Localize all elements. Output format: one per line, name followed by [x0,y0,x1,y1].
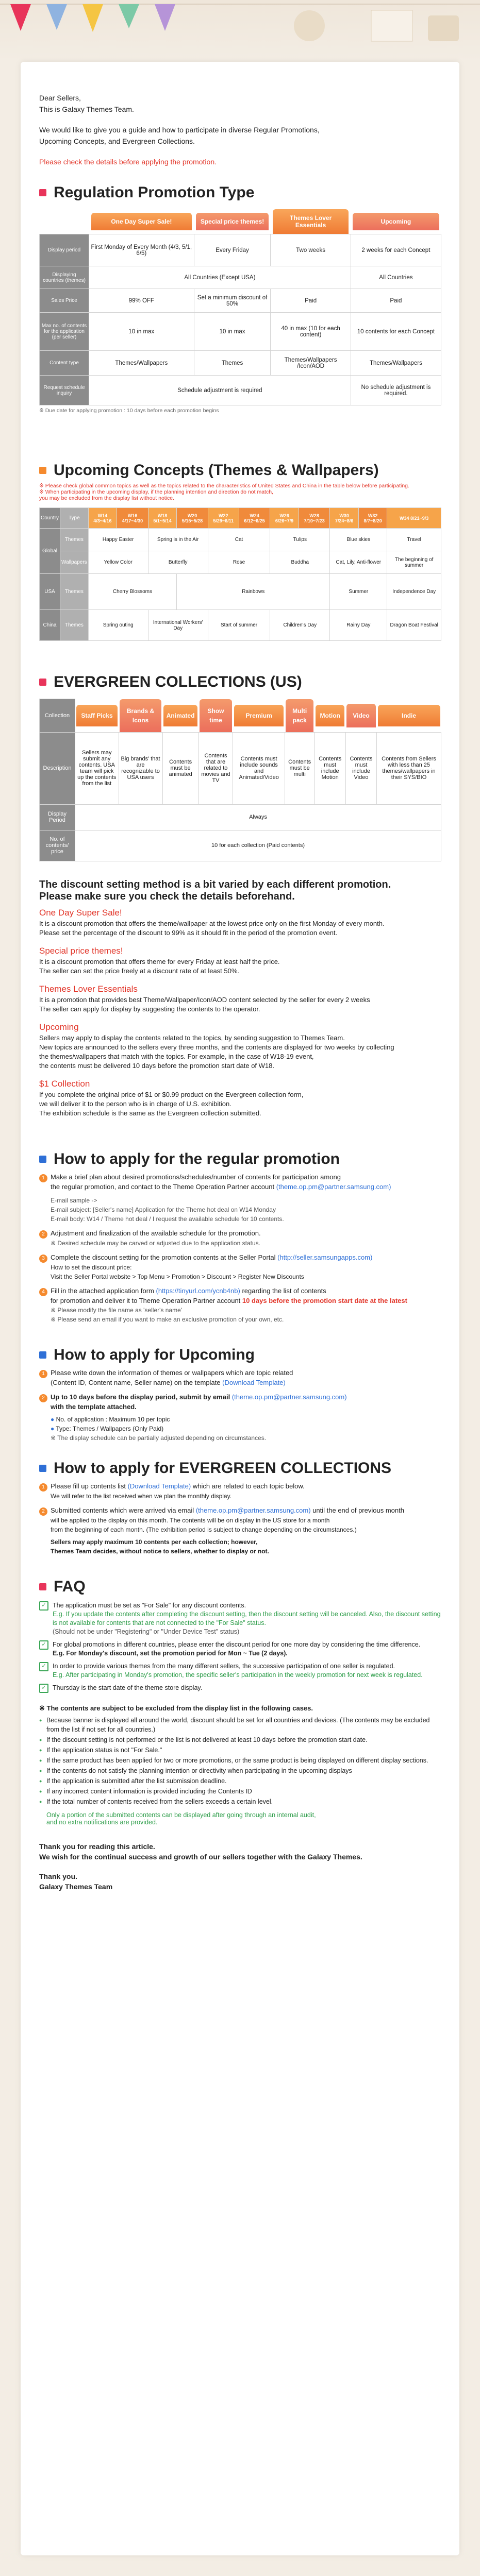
step-text: Visit the Seller Portal website > Top Menu > Promotion > Discount > Register New Discounts [51,1273,304,1280]
section-title: How to apply for Upcoming [54,1346,255,1363]
method-text: It is a discount promotion that offers theme for every Friday at least half the price. [39,957,280,965]
team-line: This is Galaxy Themes Team. [39,105,134,113]
step-1: 1 Please write down the information of themes or wallpapers which are topic related (Content ID, Content name, Seller name) on the template (Download Template) [39,1368,441,1387]
row-label: Description [40,732,75,804]
table-cell: Paid [271,289,351,313]
download-template-link[interactable]: (Download Template) [127,1482,191,1490]
header-cell: Themes Lover Essentials [273,209,349,234]
faq-item: ✓ The application must be set as "For Sale" for any discount contents. E.g. If you update the contents after completing the discount setting, then the discount setting will be canceled. Also, the discount setting is not available for contents that are not connected to the "For Sale" status. (Should not be under "Registering" or "Under Device Test" status) [39,1601,441,1636]
step-number-icon: 2 [39,1230,47,1239]
faq-item: ✓ For global promotions in different countries, please enter the discount period for one more day by considering the time difference. E.g. For Monday's discount, set the promotion period for Mon ~ Tue (2 days). [39,1640,441,1658]
closing [39,1841,441,1892]
check-line: Please check the details before applying the promotion. [39,158,217,166]
table-cell: Themes/Wallpapers [351,351,441,376]
month-cell: W16 4/17~4/30 [117,508,148,529]
row-label: Content type [40,351,89,376]
email-link[interactable]: (theme.op.pm@partner.samsung.com) [231,1393,347,1401]
topic-cell: Cherry Blossoms [88,574,177,610]
step-note: ※ Please modify the file name as 'seller's name' [51,1306,183,1314]
method-section [39,879,441,1118]
topic-cell: Rose [208,551,270,574]
step-note: ※ The display schedule can be partially adjusted depending on circumstances. [51,1434,267,1442]
green-note: Only a portion of the submitted contents can be displayed after going through an internal audit, [46,1811,316,1819]
row-label: Collection [40,699,75,733]
topic-cell: Cat, Lily, Anti-flower [330,551,387,574]
email-link[interactable]: (theme.op.pm@partner.samsung.com) [195,1506,311,1514]
step-text: will be applied to the display on this month. The contents will be on display in the US store for a month [51,1516,330,1524]
regular-types-section [39,182,441,414]
collection-header: Animated [163,705,197,726]
upcoming-section [39,460,441,641]
table-cell: Themes/Wallpapers /Icon/AOD [271,351,351,376]
description-cell: Contents must include Motion [315,732,346,804]
due-date-note: ※ Due date for applying promotion : 10 days before each promotion begins [39,408,219,414]
list-item: ● If any incorrect content information is provided including the Contents ID [39,1787,441,1796]
description-cell: Contents that are related to movies and TV [198,732,233,804]
step-2: 2 Submitted contents which were arrived via email (theme.op.pm@partner.samsung.com) until the end of previous month will be applied to the display on this month. The contents will be on display in the US store for a month from the beginning of each month. (The exhibition period is subject to change depending on the circumstances.) Sellers may apply maximum 10 contents per each collection; however, Themes Team decides, without notice to sellers, whether to display or not. [39,1506,441,1556]
period-cell: Always [75,804,441,830]
step-number-icon: 2 [39,1507,47,1516]
method-text: The seller can set the price freely at a discount rate of at least 50%. [39,967,240,975]
step-text: How to set the discount price: [51,1263,132,1271]
method-title: Themes Lover Essentials [39,984,138,994]
topic-cell: Spring outing [88,610,148,641]
header-cell: One Day Super Sale! [91,213,192,230]
step-2: 2 Up to 10 days before the display period, submit by email (theme.op.pm@partner.samsung.com) with the template attached. ● No. of application : Maximum 10 per topic ● Type: Themes / Wallpapers (Only Paid) ※ The display schedule can be partially adjusted depending on circumstances. [39,1393,441,1443]
closing-line: Galaxy Themes Team [39,1882,113,1891]
checkbox-icon: ✓ [39,1684,48,1693]
section-title: EVERGREEN COLLECTIONS (US) [54,673,302,690]
red-square-icon [39,1583,46,1590]
step-number-icon: 1 [39,1174,47,1182]
section-title: FAQ [54,1578,86,1595]
blue-square-icon [39,1156,46,1163]
list-item: ● If the total number of contents received from the sellers exceeds a certain level. [39,1797,441,1806]
topic-cell: Rainbows [177,574,330,610]
upcoming-table [39,507,441,641]
table-cell: 99% OFF [89,289,194,313]
table-cell: Themes [194,351,271,376]
faq-item: ✓ Thursday is the start date of the theme store display. [39,1684,441,1693]
collection-header: Brands & Icons [120,699,161,732]
list-item: ● If the application is submitted after the list submission deadline. [39,1776,441,1786]
type-label: Themes [60,574,89,610]
table-cell: 10 contents for each Concept [351,313,441,351]
month-cell: W30 7/24~8/6 [330,508,359,529]
guide-line-2: Upcoming Concepts, and Evergreen Collections. [39,137,195,145]
topic-cell: Children's Day [270,610,330,641]
table-cell: Paid [351,289,441,313]
section-title: Upcoming Concepts (Themes & Wallpapers) [54,462,379,479]
method-title: Upcoming [39,1022,79,1032]
description-cell: Big brands' that are recognizable to USA users [119,732,162,804]
col-header: Country [40,508,60,529]
col-header: Type [60,508,89,529]
description-cell: Contents must include sounds and Animated/Video [233,732,285,804]
step-text: Themes Team decides, without notice to sellers, whether to display or not. [51,1547,269,1555]
topic-cell: The beginning of summer [387,551,441,574]
table-cell: Schedule adjustment is required [89,376,351,405]
method-text: It is a promotion that provides best Theme/Wallpaper/Icon/AOD content selected by the seller for every 2 weeks [39,995,370,1004]
list-item: ● Type: Themes / Wallpapers (Only Paid) [51,1425,164,1432]
table-cell: Set a minimum discount of 50% [194,289,271,313]
list-item: ● If the same product has been applied for two or more promotions, or the same product is being displayed on different display sections. [39,1756,441,1765]
method-line-1: The discount setting method is a bit varied by each different promotion. [39,878,391,890]
step-4: 4 Fill in the attached application form (https://tinyurl.com/ycnb4nb) regarding the list of contents for promotion and deliver it to Theme Operation Partner account 10 days before the promotion start date at the latest ※ Please modify the file name as 'seller's name' ※ Please send an email if you want to make an exclusive promotion of your own, etc. [39,1286,441,1324]
description-cell: Contents must be animated [162,732,198,804]
month-cell: W32 8/7~8/20 [358,508,387,529]
seller-portal-link[interactable]: (http://seller.samsungapps.com) [277,1253,373,1261]
section-title: How to apply for EVERGREEN COLLECTIONS [54,1459,392,1477]
method-title: One Day Super Sale! [39,907,122,918]
list-item: ● If the discount setting is not performed or the list is not delivered at least 10 days before the promotion start date. [39,1735,441,1744]
red-square-icon [39,679,46,686]
count-cell: 10 for each collection (Paid contents) [75,830,441,861]
month-cell: W28 7/10~7/23 [299,508,330,529]
topic-cell: Dragon Boat Festival [387,610,441,641]
step-1: 1 Make a brief plan about desired promotions/schedules/number of contents for participation among the regular promotion, and contact to the Theme Operation Partner account (theme.op.pm@partner.samsung.com) E-mail sample -> E-mail subject: [Seller's name] Application for the Theme hot deal on W14 Monday E-mail body: W14 / Theme hot deal / I request the available schedule for 10 contents. [39,1173,441,1224]
checkbox-icon: ✓ [39,1662,48,1671]
step-number-icon: 1 [39,1483,47,1492]
topic-cell: Rainy Day [330,610,387,641]
email-link[interactable]: (theme.op.pm@partner.samsung.com) [276,1182,391,1191]
collection-header: Motion [316,705,345,726]
row-label: Display period [40,234,89,266]
method-text: If you complete the original price of $1 or $0.99 product on the Evergreen collection form, [39,1090,304,1098]
deadline-text: 10 days before the promotion start date at the latest [242,1296,407,1304]
list-item: ● If the application status is not "For Sale." [39,1745,441,1755]
step-number-icon: 4 [39,1288,47,1296]
row-label: Max no. of contents for the application (per seller) [40,313,89,351]
closing-line: We wish for the continual success and growth of our sellers together with the Galaxy Themes. [39,1852,362,1861]
table-cell: All Countries (Except USA) [89,266,351,289]
method-text: the themes/wallpapers that match with the topics. For example, in the case of W18-19 event, [39,1052,314,1060]
green-note: and no extra notifications are provided. [46,1818,158,1826]
step-number-icon: 3 [39,1255,47,1263]
faq-item: ✓ In order to provide various themes from the many different sellers, the successive participation of one seller is regulated. E.g. After participating in Monday's promotion, the specific seller's participation in the weekly promotion for next week is regulated. [39,1662,441,1680]
topic-cell: Travel [387,529,441,551]
collection-header: Video [346,704,375,727]
faq-section [39,1577,441,1826]
closing-line: Thank you for reading this article. [39,1842,155,1851]
header-cell: Upcoming [353,213,439,230]
header-cell: Special price themes! [196,213,269,230]
type-label: Themes [60,529,89,551]
topic-cell: Tulips [270,529,330,551]
method-text: Please set the percentage of the discount to 99% as it should fit in the period of the promotion event. [39,928,338,937]
step-number-icon: 1 [39,1370,47,1378]
collection-header: Multi pack [286,699,313,732]
topic-cell: Start of summer [208,610,270,641]
evergreen-section [39,672,441,861]
download-template-link[interactable]: (Download Template) [222,1378,286,1386]
description-cell: Contents from Sellers with less than 25 themes/wallpapers in their SYS/BIO [377,732,441,804]
table-cell: Two weeks [271,234,351,266]
apply-regular-section [39,1149,441,1324]
collection-header: Show time [200,699,232,732]
row-label: Sales Price [40,289,89,313]
table-cell: 10 in max [89,313,194,351]
table-cell: Every Friday [194,234,271,266]
intro [39,93,441,167]
topic-cell: Cat [208,529,270,551]
step-number-icon: 2 [39,1394,47,1402]
method-text: we will deliver it to the person who is in charge of U.S. exhibition. [39,1099,231,1108]
method-text: The exhibition schedule is the same as the Evergreen collection submitted. [39,1109,261,1117]
blue-square-icon [39,1465,46,1472]
list-item: ● If the contents do not satisfy the planning intention or directivity when participating in the upcoming displays [39,1766,441,1775]
upcoming-note: ※ Please check global common topics as well as the topics related to the characteristics of United States and China in the table below before participating. [39,483,409,489]
collection-header: Premium [234,705,284,726]
regular-types-table [39,209,441,405]
table-cell: Themes/Wallpapers [89,351,194,376]
topic-cell: Spring is in the Air [148,529,208,551]
content-card [21,62,459,2555]
step-2: 2 Adjustment and finalization of the available schedule for the promotion. ※ Desired schedule may be carved or adjusted due to the application status. [39,1229,441,1248]
topic-cell: Happy Easter [88,529,148,551]
blue-square-icon [39,1351,46,1359]
section-title: How to apply for the regular promotion [54,1150,340,1167]
upcoming-note: you may be excluded from the display list without notice. [39,495,175,501]
month-cell: W24 6/12~6/25 [239,508,270,529]
section-title: Regulation Promotion Type [54,184,255,201]
description-cell: Contents must include Video [345,732,376,804]
exclusion-list [39,1716,441,1806]
topic-cell: Yellow Color [88,551,148,574]
country-label: Global [40,529,60,574]
checkbox-icon: ✓ [39,1640,48,1650]
row-label: Display Period [40,804,75,830]
topic-cell: Summer [330,574,387,610]
list-item: ● No. of application : Maximum 10 per topic [51,1415,170,1423]
step-1: 1 Please fill up contents list (Download Template) which are related to each topic below. We will refer to the list received when we plan the monthly display. [39,1482,441,1501]
checkbox-icon: ✓ [39,1601,48,1611]
country-label: China [40,610,60,641]
table-cell: 40 in max (10 for each content) [271,313,351,351]
month-cell: W18 5/1~5/14 [148,508,177,529]
step-text: from the beginning of each month. (The exhibition period is subject to change depending on the circumstances.) [51,1526,357,1533]
row-label: Displaying countries (themes) [40,266,89,289]
row-label: No. of contents/ price [40,830,75,861]
exclusion-title: ※ The contents are subject to be excluded from the display list in the following cases. [39,1704,313,1712]
table-cell: 10 in max [194,313,271,351]
closing-line: Thank you. [39,1872,77,1880]
step-note: ※ Desired schedule may be carved or adjusted due to the application status. [51,1239,260,1247]
method-text: The seller can apply for display by suggesting the contents to the operator. [39,1005,260,1013]
month-cell: W34 8/21~9/3 [387,508,441,529]
form-link[interactable]: (https://tinyurl.com/ycnb4nb) [156,1286,240,1295]
method-title: $1 Collection [39,1078,90,1089]
method-text: It is a discount promotion that offers the theme/wallpaper at the lowest price only on the first Monday of every month. [39,919,385,927]
country-label: USA [40,574,60,610]
description-cell: Contents must be multi [285,732,314,804]
topic-cell: Blue skies [330,529,387,551]
method-text: the contents must be delivered 10 days before the promotion start date of W18. [39,1061,274,1070]
method-text: Sellers may apply to display the contents related to the topics, by sending suggestion to Themes Team. [39,1033,345,1042]
orange-square-icon [39,467,46,474]
type-label: Themes [60,610,89,641]
table-cell: All Countries [351,266,441,289]
apply-evergreen-section [39,1458,441,1556]
step-3: 3 Complete the discount setting for the promotion contents at the Seller Portal (http://seller.samsungapps.com) How to set the discount price: Visit the Seller Portal website > Top Menu > Promotion > Discount > Register New Discounts [39,1253,441,1281]
bunting-decoration [0,0,480,57]
row-label: Request schedule inquiry [40,376,89,405]
step-text: Sellers may apply maximum 10 contents per each collection; however, [51,1538,258,1546]
upcoming-note: ※ When participating in the upcoming display, if the planning intention and direction do not match, [39,489,273,495]
topic-cell: Buddha [270,551,330,574]
collection-header: Indie [378,705,440,726]
collection-header: Staff Picks [76,705,118,726]
evergreen-table [39,699,441,861]
email-sample-label: E-mail sample -> [51,1196,97,1204]
month-cell: W20 5/15~5/28 [177,508,208,529]
month-cell: W14 4/3~4/16 [88,508,117,529]
method-line-2: Please make sure you check the details beforehand. [39,890,295,902]
method-text: New topics are announced to the sellers every three months, and the contents are displayed for two weeks by collecting [39,1043,394,1051]
guide-line-1: We would like to give you a guide and how to participate in diverse Regular Promotions, [39,126,320,134]
topic-cell: Independence Day [387,574,441,610]
list-item: ● Because banner is displayed all around the world, discount should be set for all countries and devices. (The contents may be excluded from the list if not set for all countries.) [39,1716,441,1734]
red-square-icon [39,189,46,196]
step-text: We will refer to the list received when we plan the monthly display. [51,1492,232,1500]
month-cell: W22 5/29~6/11 [208,508,239,529]
type-label: Wallpapers [60,551,89,574]
email-body: E-mail body: W14 / Theme hot deal / I request the available schedule for 10 contents. [51,1215,284,1223]
email-subject: E-mail subject: [Seller's name] Application for the Theme hot deal on W14 Monday [51,1206,276,1213]
method-title: Special price themes! [39,945,123,956]
description-cell: Sellers may submit any contents. USA team will pick up the contents from the list [75,732,119,804]
apply-upcoming-section [39,1345,441,1443]
topic-cell: Butterfly [148,551,208,574]
table-cell: First Monday of Every Month (4/3, 5/1, 6/5) [89,234,194,266]
table-cell: No schedule adjustment is required. [351,376,441,405]
table-cell: 2 weeks for each Concept [351,234,441,266]
topic-cell: International Workers' Day [148,610,208,641]
month-cell: W26 6/26~7/9 [270,508,299,529]
greeting: Dear Sellers, [39,94,81,102]
step-note: ※ Please send an email if you want to make an exclusive promotion of your own, etc. [51,1315,284,1323]
